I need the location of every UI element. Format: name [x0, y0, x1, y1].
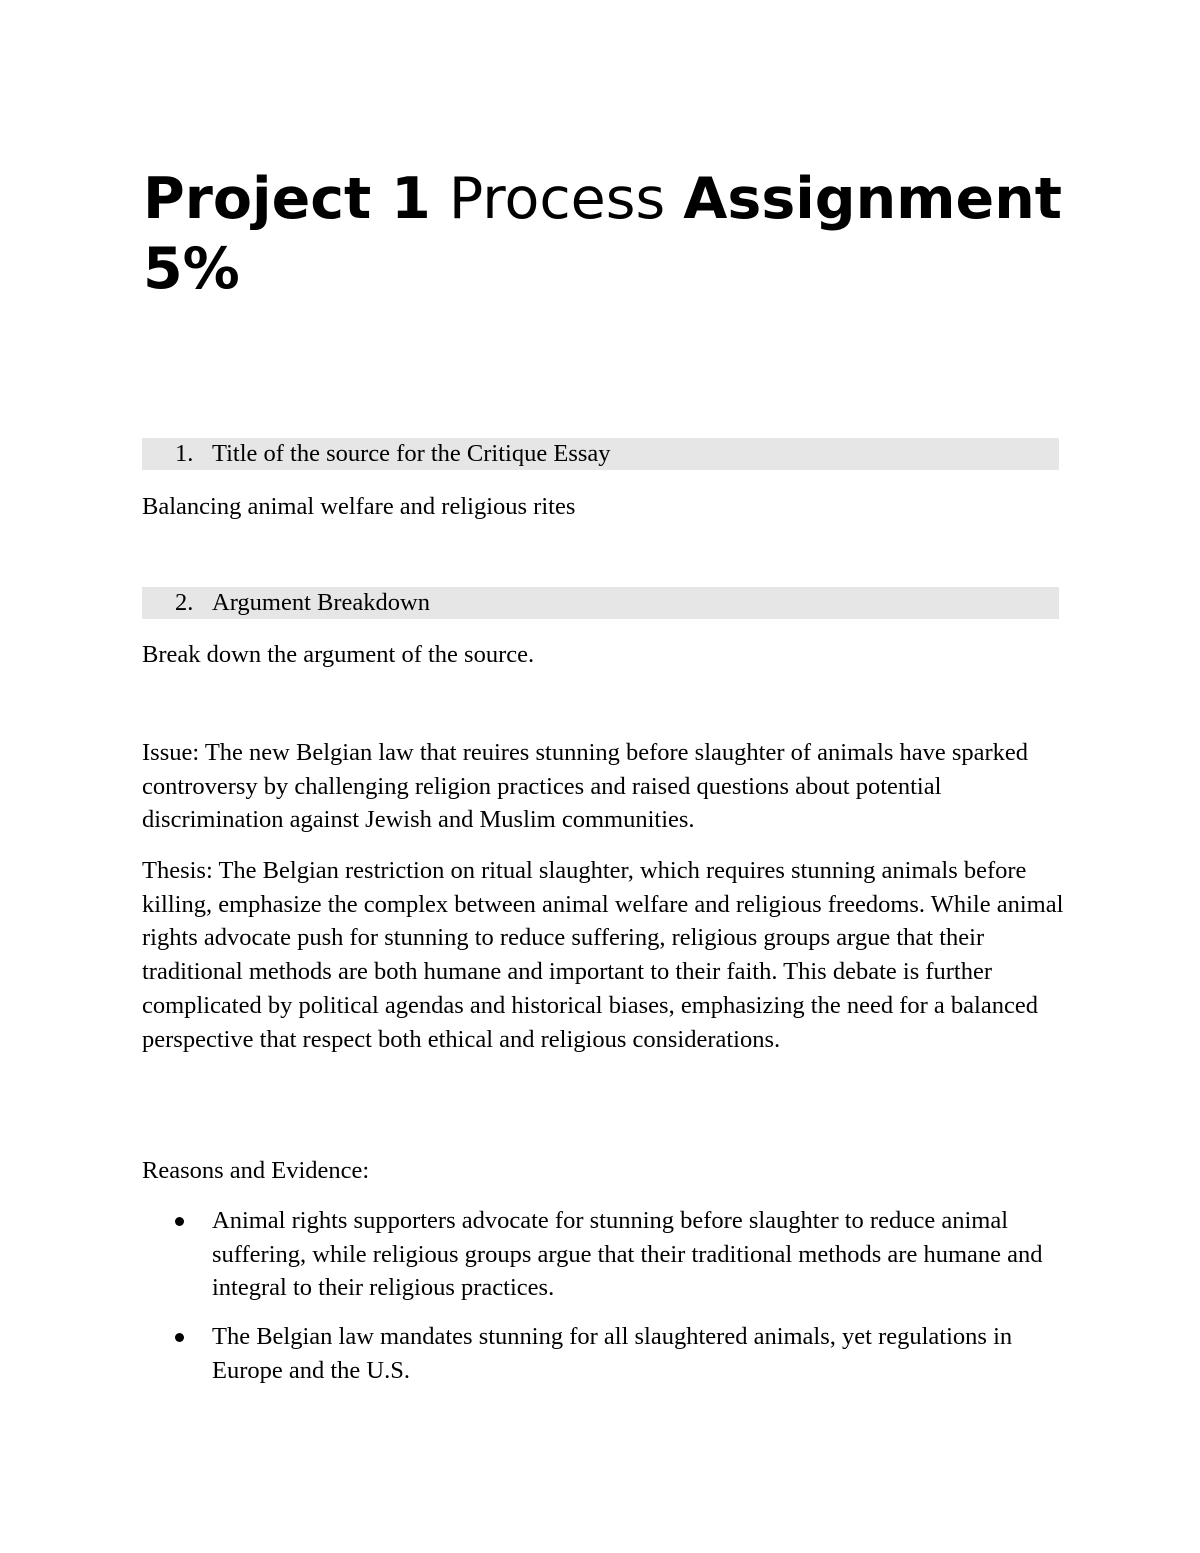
- title-part-percent: 5%: [143, 236, 240, 302]
- section-2-number: 2.: [175, 589, 194, 616]
- bullet-icon: [175, 1217, 184, 1226]
- title-part-project: Project 1: [143, 166, 431, 232]
- reasons-label: Reasons and Evidence:: [142, 1157, 370, 1184]
- section-1-heading-text: Title of the source for the Critique Essay: [212, 440, 611, 467]
- title-part-process: Process: [448, 166, 666, 232]
- list-item: [142, 1320, 1082, 1387]
- title-part-assignment: Assignment: [683, 166, 1063, 232]
- thesis-paragraph: Thesis: The Belgian restriction on ritual slaughter, which requires stunning animals before killing, emphasize the complex between animal welfare and religious freedoms. While animal rights advocate push for stunning to reduce suffering, religious groups argue that their traditional methods are both humane and important to their faith. This debate is further complicated by political agendas and historical biases, emphasizing the need for a balanced perspective that respect both ethical and religious considerations.: [142, 857, 1064, 1053]
- section-2-heading: [142, 587, 1059, 619]
- list-item: [142, 1204, 1082, 1305]
- section-2-heading-text: Argument Breakdown: [212, 589, 430, 616]
- bullet-icon: [175, 1333, 184, 1342]
- reasons-list: [142, 1204, 1082, 1403]
- page-title: [143, 164, 1103, 304]
- list-item-text: Animal rights supporters advocate for stunning before slaughter to reduce animal suffering, while religious groups argue that their traditional methods are humane and integral to their religious practices.: [212, 1207, 1043, 1302]
- section-2-instruction: Break down the argument of the source.: [142, 641, 535, 668]
- section-1-number: 1.: [175, 440, 194, 467]
- list-item-text: The Belgian law mandates stunning for all slaughtered animals, yet regulations in Europe and the U.S.: [212, 1323, 1013, 1384]
- section-1-heading: [142, 438, 1059, 470]
- section-1-answer: Balancing animal welfare and religious rites: [142, 493, 576, 520]
- issue-paragraph: Issue: The new Belgian law that reuires stunning before slaughter of animals have sparked controversy by challenging religion practices and raised questions about potential discrimination against Jewish and Muslim communities.: [142, 739, 1029, 834]
